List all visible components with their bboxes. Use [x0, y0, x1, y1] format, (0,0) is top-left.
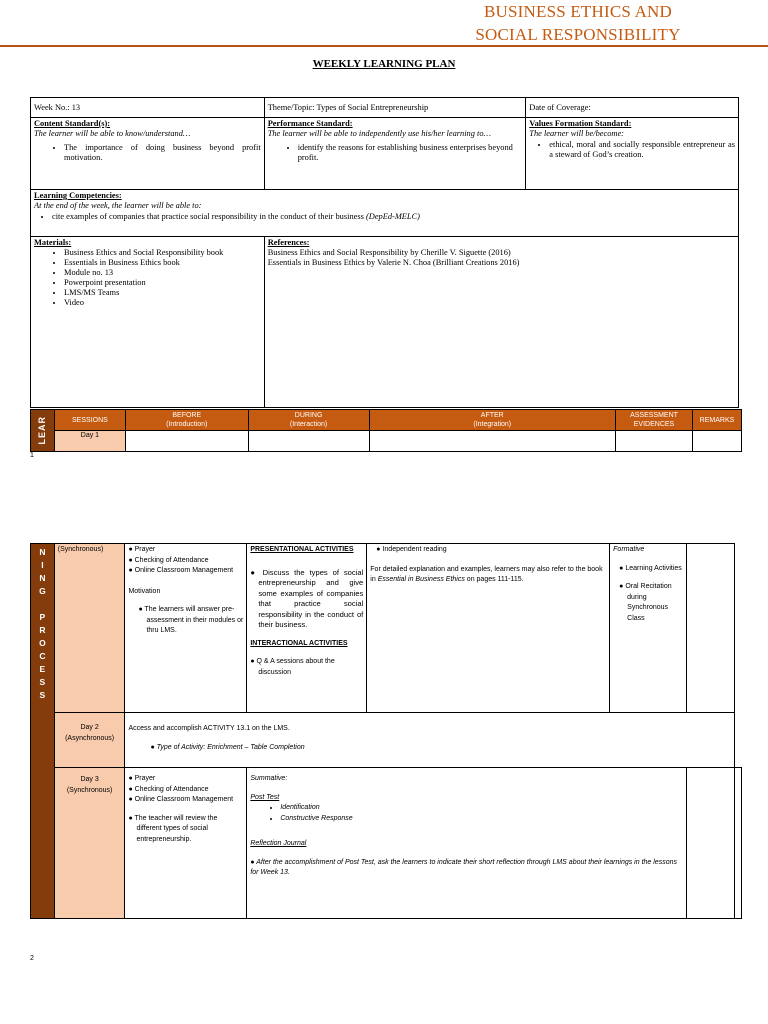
materials-item: • Powerpoint presentation	[64, 278, 261, 288]
day1-assessment	[616, 431, 693, 452]
day2-text: Access and accomplish ACTIVITY 13.1 on the LMS.	[128, 725, 290, 732]
day3-before-item-text: Checking of Attendance	[134, 785, 209, 793]
row1-before	[125, 544, 247, 713]
interactional-item-text: Q & A sessions about the discussion	[256, 658, 335, 676]
post-test-item: • Constructive Response	[280, 814, 683, 825]
motivation-item: ● The learners will answer pre-assessment in their modules or thru LMS.	[138, 606, 244, 634]
day3-session	[54, 768, 125, 919]
competencies-item	[52, 212, 735, 222]
day3-review-item-text: The teacher will review the different types of social entrepreneurship.	[134, 814, 218, 843]
week-number-text: Week No.: 13	[34, 102, 81, 112]
presentational-item-text: Discuss the types of social entrepreneurship and give some examples of companies that practice social responsibility in the conduct of their business.	[258, 567, 364, 629]
side-letter: G	[39, 586, 46, 596]
presentational-label: PRESENTATIONAL ACTIVITIES	[250, 546, 354, 553]
day3-session-type: (Synchronous)	[66, 786, 113, 794]
header-during	[248, 410, 369, 431]
row1-session	[54, 544, 125, 713]
before-item-text: Checking of Attendance	[134, 556, 209, 564]
reflection-label: Reflection Journal	[250, 840, 307, 847]
materials-label: Materials:	[34, 238, 72, 247]
summative-label: Summative:	[250, 775, 288, 782]
values-standard-intro: The learner will be/become:	[529, 129, 624, 138]
performance-standard-item: • identify the reasons for establishing business enterprises beyond profit.	[298, 143, 523, 163]
after-item-text: Independent reading	[382, 546, 447, 553]
header-title-line2: SOCIAL RESPONSIBILITY	[475, 25, 681, 44]
day2-activity: ● Type of Activity: Enrichment – Table Completion	[150, 743, 305, 751]
performance-standard-intro: The learner will be able to independently use his/her learning to…	[267, 129, 491, 138]
day2-activity-label: Type of Activity	[156, 743, 204, 751]
side-letter: S	[39, 677, 46, 687]
day3-before-item: ● Prayer	[128, 775, 156, 782]
before-item-text: Prayer	[134, 546, 156, 553]
motivation-item-text: The learners will answer pre-assessment in their modules or thru LMS.	[144, 606, 244, 634]
reflection-item-text: After the accomplishment of Post Test, ask the learners to indicate their short reflection through LMS about their learnings in the lessons for Week 13.	[250, 858, 677, 876]
competencies-intro: At the end of the week, the learner will be able to:	[34, 201, 202, 210]
side-label-text: LEAR	[36, 416, 47, 445]
after-item: ● Independent reading	[376, 546, 447, 553]
header-assessment: ASSESSMENT EVIDENCES	[616, 410, 693, 431]
performance-standard-label: Performance Standard:	[267, 119, 353, 128]
day2-activity-value: Enrichment – Table Completion	[207, 743, 305, 751]
row1-before-item: ● Online Classroom Management	[128, 567, 234, 574]
theme-topic-text: Theme/Topic: Types of Social Entrepreneurship	[267, 102, 429, 112]
day3-review-item: ● The teacher will review the different types of social entrepreneurship.	[128, 814, 218, 843]
references-label: References:	[267, 238, 310, 247]
day3-content	[247, 768, 687, 919]
header-after-sub: (Integration)	[473, 421, 512, 428]
page-number-2: 2	[30, 955, 34, 962]
competencies-cell	[31, 190, 739, 237]
week-number	[31, 98, 265, 118]
row1-before-item: ● Checking of Attendance	[128, 556, 209, 564]
materials-item: • Business Ethics and Social Responsibility book	[64, 248, 261, 258]
day3-assessment	[686, 768, 734, 919]
header-rule	[0, 45, 768, 47]
post-test-label: Post Test	[250, 793, 280, 801]
side-letter: R	[39, 625, 46, 635]
day2-session	[54, 713, 125, 768]
materials-item: • LMS/MS Teams	[64, 288, 261, 298]
day3-before-item-text: Online Classroom Management	[134, 796, 234, 803]
presentational-item: ● Discuss the types of social entrepreneurship and give some examples of companies that practice social responsibility in the conduct of their business.	[250, 567, 364, 629]
content-standard-cell	[31, 118, 265, 190]
interactional-label: INTERACTIONAL ACTIVITIES	[250, 639, 348, 647]
plan-title: WEEKLY LEARNING PLAN	[312, 58, 456, 70]
motivation-label: Motivation	[128, 587, 161, 595]
header-after-label: AFTER	[480, 412, 504, 419]
post-test-item: • Identification	[280, 803, 683, 814]
assessment-item-text: Oral Recitation during Synchronous Class	[625, 583, 672, 622]
row1-after	[367, 544, 610, 713]
date-coverage	[526, 98, 739, 118]
performance-standard-cell	[264, 118, 526, 190]
references-cell	[264, 237, 738, 408]
header-title-line1: BUSINESS ETHICS AND	[484, 2, 672, 21]
header-after	[369, 410, 616, 431]
header-during-sub: (Interaction)	[289, 421, 328, 428]
side-letter: P	[39, 612, 46, 622]
header-before-sub: (Introduction)	[166, 421, 208, 428]
materials-item: • Module no. 13	[64, 268, 261, 278]
competencies-label: Learning Competencies:	[34, 191, 122, 200]
row1-assessment	[610, 544, 687, 713]
side-letter: O	[39, 638, 46, 648]
plan-info-table	[30, 97, 739, 408]
side-letter: E	[39, 664, 46, 674]
header-before	[125, 410, 248, 431]
materials-item: • Video	[64, 298, 261, 308]
values-standard-item: • ethical, moral and socially responsible entrepreneur as a steward of God’s creation.	[549, 140, 735, 160]
before-item-text: Online Classroom Management	[134, 567, 234, 574]
materials-cell	[31, 237, 265, 408]
side-letter-gap	[34, 598, 51, 611]
header-before-label: BEFORE	[172, 412, 202, 419]
assessment-item-text: Learning Activities	[625, 564, 682, 572]
competencies-item-ref: (DepEd-MELC)	[365, 212, 420, 221]
header-during-label: DURING	[294, 412, 323, 419]
day1-after	[369, 431, 616, 452]
after-text	[370, 565, 606, 586]
content-standard-label: Content Standard(s):	[34, 119, 111, 128]
day3-before	[125, 768, 247, 919]
row1-before-item: ● Prayer	[128, 546, 156, 553]
interactional-item: ● Q & A sessions about the discussion	[250, 658, 335, 676]
side-label-learning	[31, 410, 55, 452]
date-coverage-text: Date of Coverage:	[529, 102, 591, 112]
content-standard-item: • The importance of doing business beyond profit motivation.	[64, 143, 261, 163]
day1-before	[125, 431, 248, 452]
session-table	[30, 409, 742, 452]
competencies-item-text: cite examples of companies that practice social responsibility in the conduct of their business	[52, 212, 364, 221]
day3-before-item: ● Checking of Attendance	[128, 785, 209, 793]
document-header-title	[448, 0, 708, 46]
day3-remarks	[735, 768, 742, 919]
header-remarks: REMARKS	[692, 410, 741, 431]
day1-during	[248, 431, 369, 452]
session-table-continued	[30, 543, 742, 919]
after-book-title: Essential in Business Ethics	[377, 576, 465, 583]
side-label-ning-process	[31, 544, 55, 919]
day2-label: Day 2	[80, 724, 99, 731]
theme-topic	[264, 98, 526, 118]
after-text-prefix: For detailed explanation and examples, learners may also refer to the book in	[370, 565, 603, 583]
assessment-item: ● Oral Recitation during Synchronous Class	[619, 583, 672, 622]
side-letter: N	[39, 573, 46, 583]
formative-label: Formative	[613, 546, 645, 553]
side-letter: C	[39, 651, 46, 661]
day2-content	[125, 713, 735, 768]
day1-session: Day 1	[54, 431, 125, 452]
row1-remarks	[686, 544, 734, 713]
day1-remarks	[692, 431, 741, 452]
after-text-suffix: on pages 111-115.	[466, 576, 524, 583]
side-letter: N	[39, 547, 46, 557]
day3-before-item-text: Prayer	[134, 775, 156, 782]
reflection-item: ● After the accomplishment of Post Test, ask the learners to indicate their short reflection through LMS about their learnings in the lessons for Week 13.	[250, 858, 677, 876]
page-number-1: 1	[30, 452, 34, 459]
side-letter: I	[41, 560, 44, 570]
header-sessions: SESSIONS	[54, 410, 125, 431]
side-letter: S	[39, 690, 46, 700]
references-item: Essentials in Business Ethics by Valerie N. Choa (Brilliant Creations 2016)	[267, 258, 520, 267]
day3-label: Day 3	[80, 776, 99, 783]
values-standard-label: Values Formation Standard:	[529, 119, 632, 128]
values-standard-cell	[526, 118, 739, 190]
day3-before-item: ● Online Classroom Management	[128, 796, 234, 803]
references-item: Business Ethics and Social Responsibility by Cherille V. Siguette (2016)	[267, 248, 511, 257]
row1-session-text: (Synchronous)	[57, 546, 104, 553]
materials-item: • Essentials in Business Ethics book	[64, 258, 261, 268]
content-standard-intro: The learner will be able to know/understand…	[34, 129, 191, 138]
row1-during	[247, 544, 367, 713]
day2-session-type: (Asynchronous)	[65, 734, 115, 742]
assessment-item: ● Learning Activities	[619, 564, 682, 572]
